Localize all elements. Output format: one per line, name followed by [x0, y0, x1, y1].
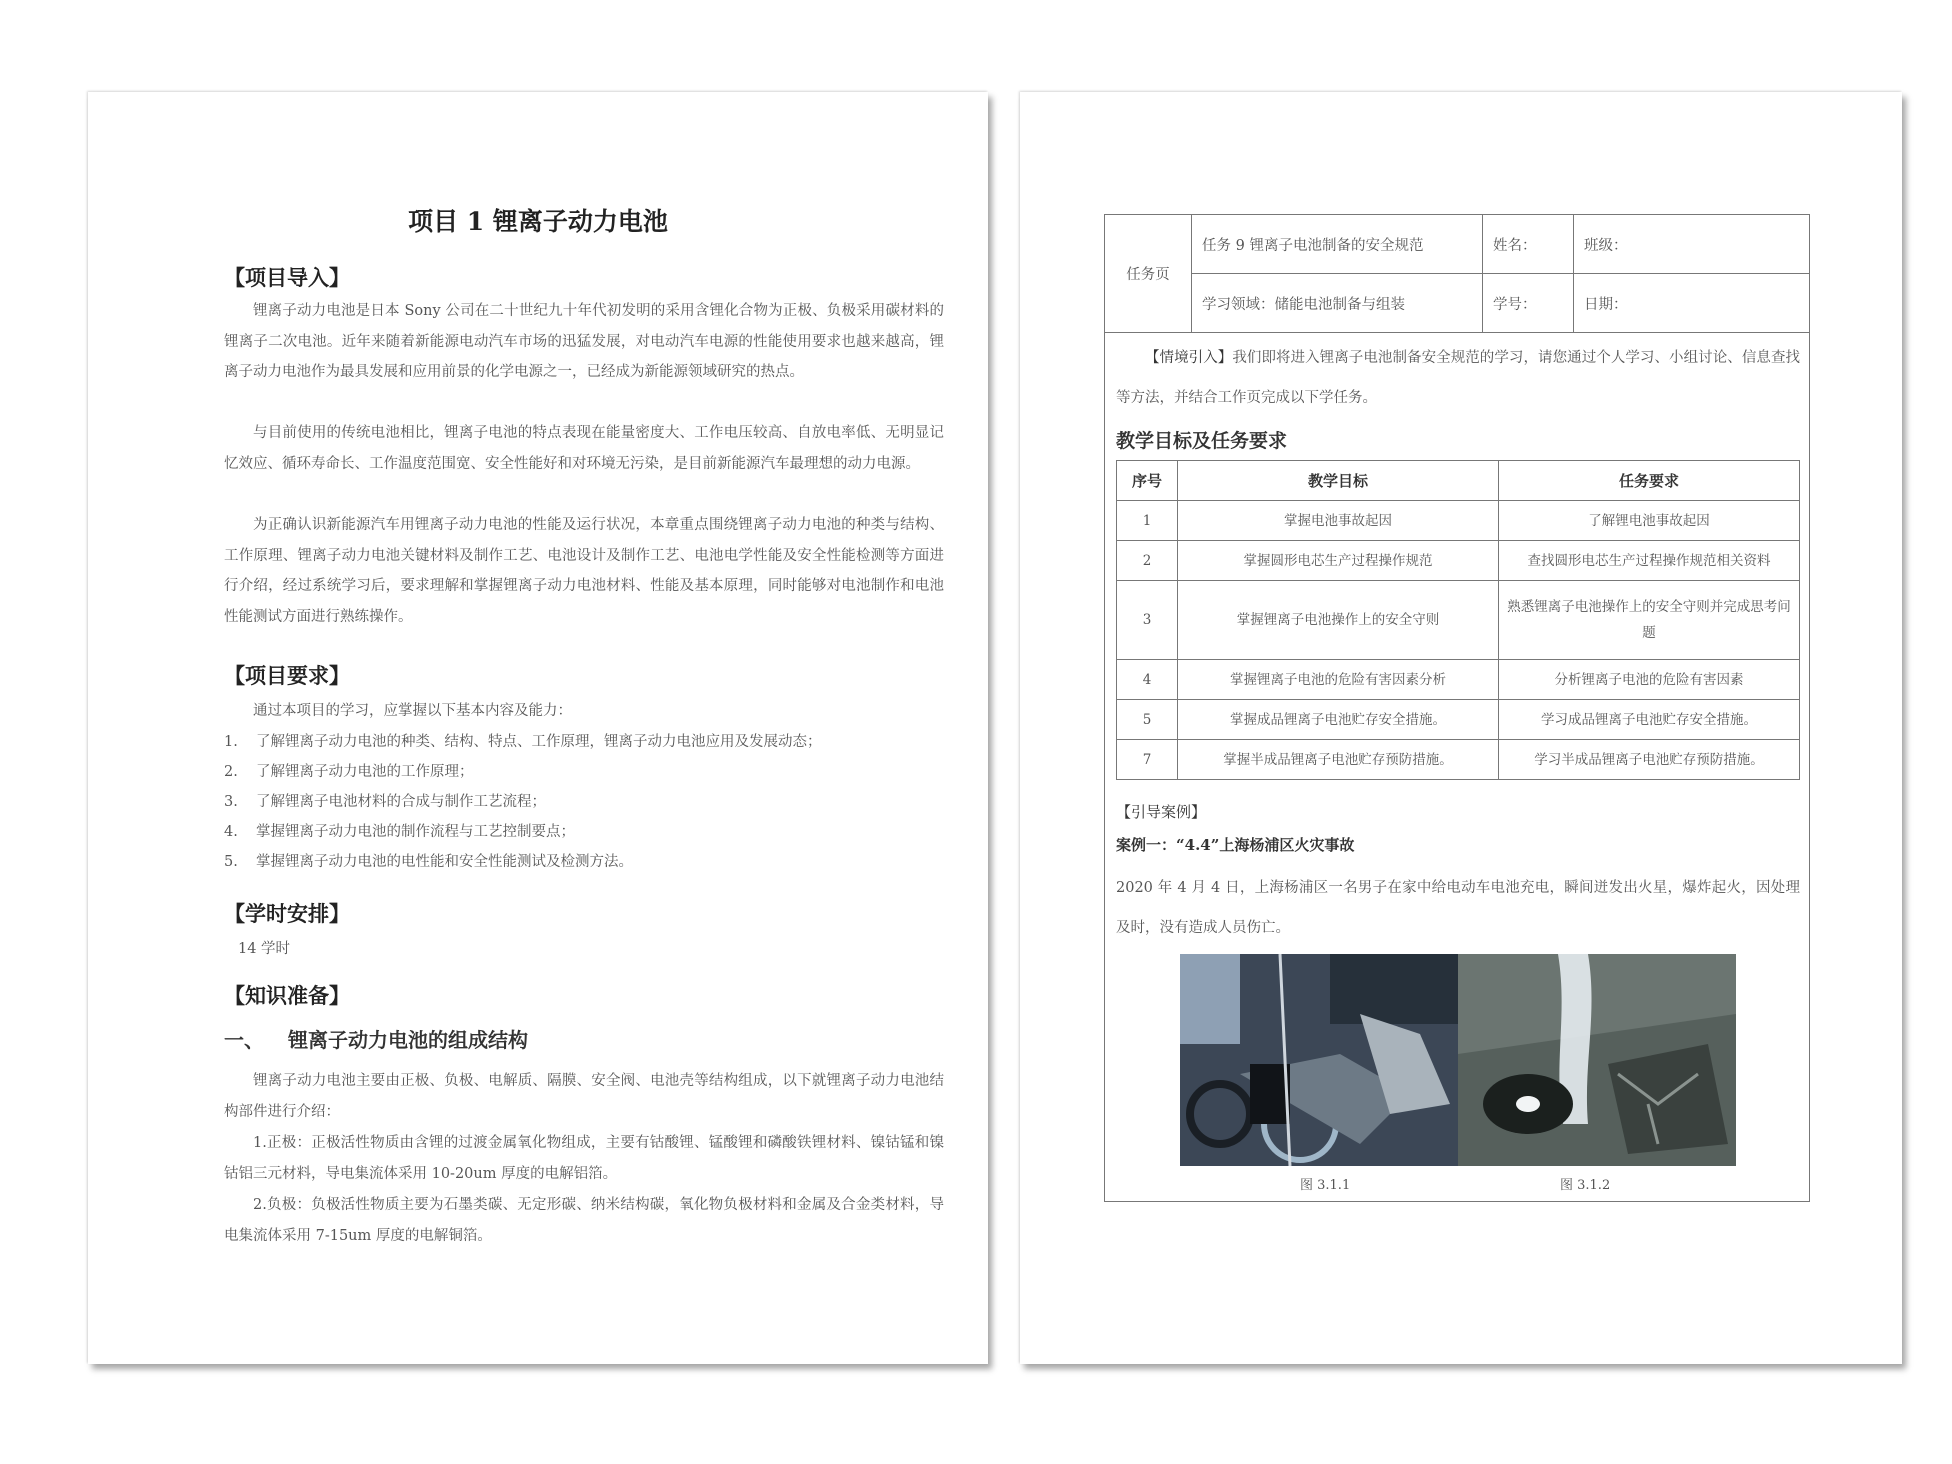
document-title: 项目 1 锂离子动力电池: [408, 207, 668, 236]
table-cell: 学习成品锂离子电池贮存安全措施。: [1499, 700, 1800, 740]
list-item: 5. 掌握锂离子动力电池的电性能和安全性能测试及检测方法。: [224, 854, 633, 870]
table-cell: 3: [1117, 581, 1178, 660]
class-hours-value: 14 学时: [238, 941, 291, 957]
list-item: 3. 了解锂离子电池材料的合成与制作工艺流程；: [224, 794, 546, 810]
requirements-list: [224, 727, 944, 877]
figure-caption-1: 图 3.1.1: [1300, 1178, 1351, 1193]
table-cell: 掌握成品锂离子电池贮存安全措施。: [1178, 700, 1499, 740]
class-field: 班级：: [1574, 215, 1810, 274]
table-header-row: [1117, 461, 1800, 501]
task-page-label: 任务页: [1105, 215, 1192, 333]
table-cell: 掌握电池事故起因: [1178, 501, 1499, 541]
list-item: 2. 了解锂离子动力电池的工作原理；: [224, 764, 474, 780]
table-cell: 学习半成品锂离子电池贮存预防措施。: [1499, 740, 1800, 780]
table-row: [1117, 660, 1800, 700]
project-intro-paragraph-1: 锂离子动力电池是日本 Sony 公司在二十世纪九十年代初发明的采用含锂化合物为正极、负极采用碳材料的锂离子二次电池。近年来随着新能源电动汽车市场的迅猛发展，对电动汽车电源的性能使用要求也越来越高，锂离子动力电池作为最具发展和应用前景的化学电源之一，已经成为新能源领域研究的热点。: [224, 303, 944, 380]
list-item: 4. 掌握锂离子动力电池的制作流程与工艺控制要点；: [224, 824, 575, 840]
list-item: 1. 了解锂离子动力电池的种类、结构、特点、工作原理，锂离子动力电池应用及发展动态；: [224, 734, 822, 750]
table-cell: 分析锂离子电池的危险有害因素: [1499, 660, 1800, 700]
table-cell: 5: [1117, 700, 1178, 740]
scenario-intro: [1116, 338, 1800, 418]
scooter-fire-photo-1: [1180, 954, 1458, 1166]
table-row: [1117, 700, 1800, 740]
project-intro-heading: 【项目导入】: [224, 265, 350, 290]
project-intro-paragraph-3: 为正确认识新能源汽车用锂离子动力电池的性能及运行状况，本章重点围绕锂离子动力电池的种类与结构、工作原理、锂离子动力电池关键材料及制作工艺、电池设计及制作工艺、电池电学性能及安全性能检测等方面进行介绍，经过系统学习后，要求理解和掌握锂离子动力电池材料、性能及基本原理，同时能够对电池制作和电池性能测试方面进行熟练操作。: [224, 517, 944, 625]
table-row: [1117, 501, 1800, 541]
project-requirements-heading: 【项目要求】: [224, 663, 350, 688]
scooter-fire-photo-2: [1458, 954, 1736, 1166]
table-cell: 查找圆形电芯生产过程操作规范相关资料: [1499, 541, 1800, 581]
knowledge-paragraph-1: 锂离子动力电池主要由正极、负极、电解质、隔膜、安全阀、电池壳等结构组成，以下就锂离子动力电池结构部件进行介绍：: [224, 1073, 944, 1120]
class-hours-heading: 【学时安排】: [224, 901, 350, 926]
name-field: 姓名：: [1483, 215, 1574, 274]
scenario-heading: 【情境引入】: [1145, 350, 1233, 366]
table-cell: 掌握圆形电芯生产过程操作规范: [1178, 541, 1499, 581]
figure-caption-2: 图 3.1.2: [1560, 1178, 1611, 1193]
table-row: [1117, 541, 1800, 581]
goals-heading: 教学目标及任务要求: [1116, 430, 1288, 452]
knowledge-paragraph-2: 1.正极：正极活性物质由含锂的过渡金属氧化物组成，主要有钴酸锂、锰酸锂和磷酸铁锂材料、镍钴锰和镍钴铝三元材料，导电集流体采用 10-20um 厚度的电解铝箔。: [224, 1135, 944, 1182]
table-cell: 2: [1117, 541, 1178, 581]
table-cell: 7: [1117, 740, 1178, 780]
column-header: 任务要求: [1499, 461, 1800, 501]
case-title: 案例一：“4.4”上海杨浦区火灾事故: [1116, 836, 1355, 854]
table-cell: 熟悉锂离子电池操作上的安全守则并完成思考问题: [1499, 581, 1800, 660]
goals-table: [1116, 460, 1800, 780]
left-document-page: [88, 92, 988, 1364]
task-title-cell: 任务 9 锂离子电池制备的安全规范: [1192, 215, 1483, 274]
table-cell: 掌握半成品锂离子电池贮存预防措施。: [1178, 740, 1499, 780]
right-document-page: [1020, 92, 1902, 1364]
student-id-field: 学号：: [1483, 274, 1574, 333]
guide-case-heading: 【引导案例】: [1116, 803, 1207, 821]
scenario-text: 我们即将进入锂离子电池制备安全规范的学习，请您通过个人学习、小组讨论、信息查找等方法，并结合工作页完成以下学任务。: [1116, 350, 1800, 406]
column-header: 序号: [1117, 461, 1178, 501]
date-field: 日期：: [1574, 274, 1810, 333]
table-row: [1117, 581, 1800, 660]
table-cell: 1: [1117, 501, 1178, 541]
knowledge-prep-heading: 【知识准备】: [224, 983, 350, 1008]
table-cell: 掌握锂离子电池操作上的安全守则: [1178, 581, 1499, 660]
project-intro-paragraph-2: 与目前使用的传统电池相比，锂离子电池的特点表现在能量密度大、工作电压较高、自放电率低、无明显记忆效应、循环寿命长、工作温度范围宽、安全性能好和对环境无污染，是目前新能源汽车最理想的动力电源。: [224, 425, 944, 472]
requirements-lead: 通过本项目的学习，应掌握以下基本内容及能力：: [253, 703, 572, 719]
column-header: 教学目标: [1178, 461, 1499, 501]
table-cell: 了解锂电池事故起因: [1499, 501, 1800, 541]
table-cell: 4: [1117, 660, 1178, 700]
knowledge-paragraph-3: 2.负极：负极活性物质主要为石墨类碳、无定形碳、纳米结构碳，氧化物负极材料和金属及合金类材料，导电集流体采用 7-15um 厚度的电解铜箔。: [224, 1197, 944, 1244]
table-cell: 掌握锂离子电池的危险有害因素分析: [1178, 660, 1499, 700]
case-text: 2020 年 4 月 4 日，上海杨浦区一名男子在家中给电动车电池充电，瞬间迸发出火星，爆炸起火，因处理及时，没有造成人员伤亡。: [1116, 880, 1800, 936]
learning-domain-cell: 学习领域：储能电池制备与组装: [1192, 274, 1483, 333]
section-1-heading: 一、 锂离子动力电池的组成结构: [224, 1028, 528, 1052]
table-row: [1117, 740, 1800, 780]
task-info-table: [1104, 214, 1810, 333]
